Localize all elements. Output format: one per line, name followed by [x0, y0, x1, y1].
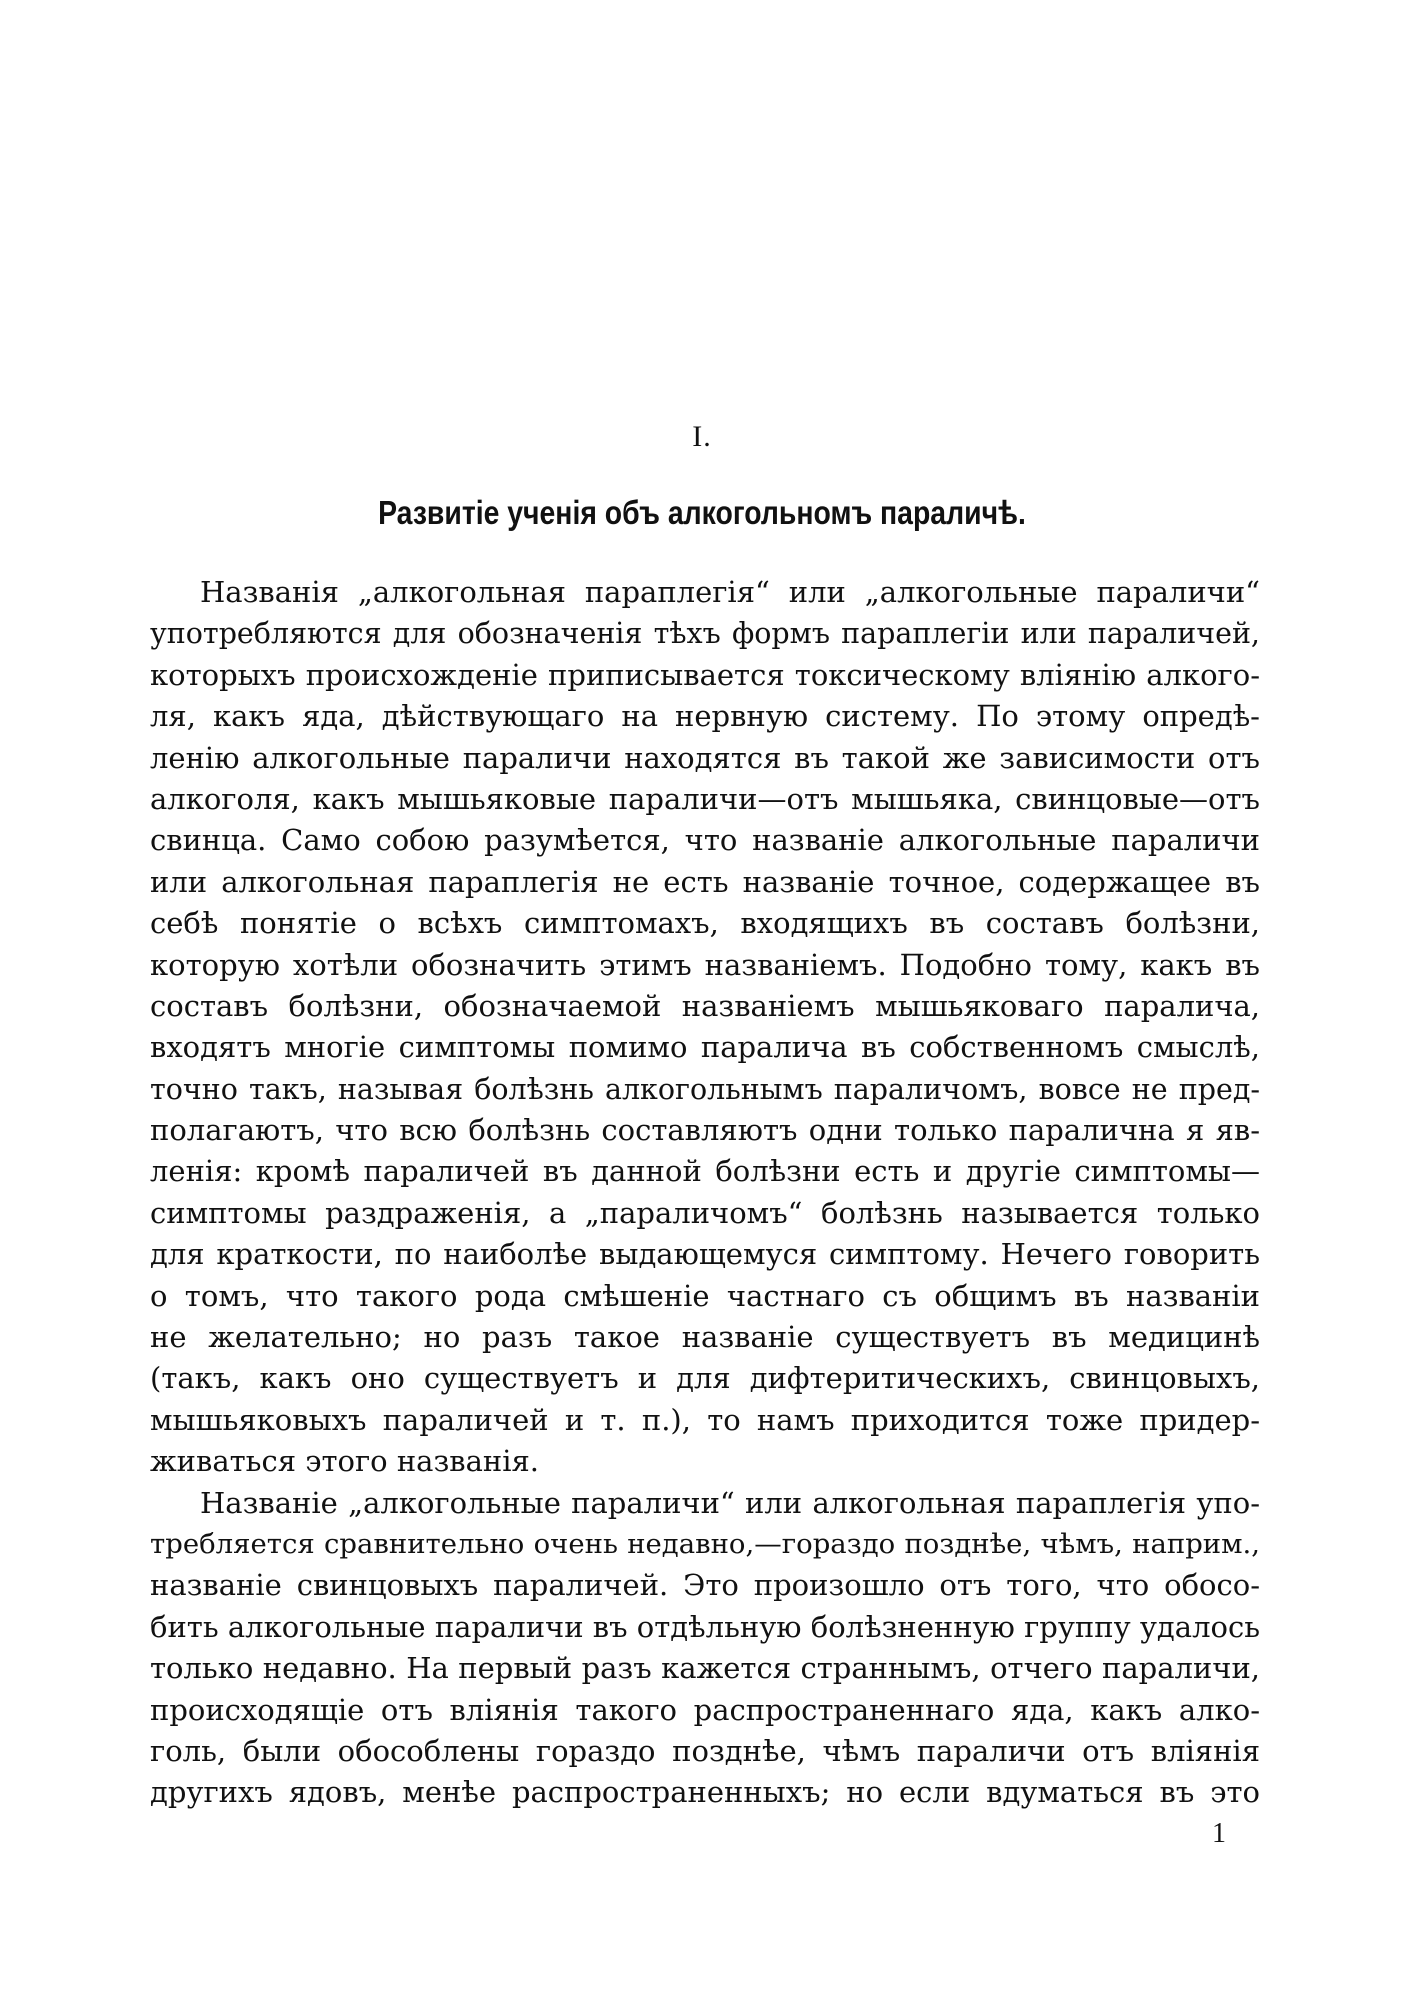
text-line: о томъ, что такого рода смѣшеніе частнаго съ общимъ въ названіи [150, 1278, 1260, 1313]
text-line: которую хотѣли обозначить этимъ названіемъ. Подобно тому, какъ въ [150, 947, 1260, 982]
text-line: алкоголя, какъ мышьяковые параличи—отъ мышьяка, свинцовые—отъ [150, 781, 1260, 816]
text-line: или алкогольная параплегія не есть названіе точное, содержащее въ [150, 864, 1260, 899]
text-line: употребляются для обозначенія тѣхъ формъ параплегіи или параличей, [150, 617, 1260, 651]
text-line: для краткости, по наиболѣе выдающемуся симптому. Нечего говорить [150, 1237, 1260, 1272]
text-line: (такъ, какъ оно существуетъ и для дифтеритическихъ, свинцовыхъ, [150, 1361, 1260, 1396]
text-line: составъ болѣзни, обозначаемой названіемъ мышьяковаго паралича, [150, 988, 1260, 1023]
text-line: только недавно. На первый разъ кажется страннымъ, отчего параличи, [150, 1651, 1260, 1686]
text-line: Названіе „алкогольные параличи“ или алкогольная параплегія упо- [200, 1485, 1260, 1520]
text-line: себѣ понятіе о всѣхъ симптомахъ, входящихъ въ составъ болѣзни, [150, 906, 1260, 941]
text-line: свинца. Само собою разумѣется, что названіе алкогольные параличи [150, 823, 1260, 858]
paragraph-1 [150, 572, 1260, 1483]
paragraph-2 [150, 1483, 1260, 1814]
text-line: полагаютъ, что всю болѣзнь составляютъ одни только паралична я яв- [150, 1113, 1260, 1148]
chapter-title: Развитіе ученія объ алкогольномъ параличѣ. [378, 494, 1026, 531]
text-line: требляется сравнительно очень недавно,—гораздо позднѣе, чѣмъ, наприм., [150, 1527, 1260, 1560]
text-line: другихъ ядовъ, менѣе распространенныхъ; но если вдуматься въ это [150, 1775, 1260, 1810]
body-text [150, 572, 1260, 1814]
text-line: Названія „алкогольная параплегія“ или „алкогольные параличи“ [200, 575, 1260, 609]
chapter-number: I. [692, 420, 712, 453]
text-line: которыхъ происхожденіе приписывается токсическому вліянію алкого- [150, 657, 1260, 692]
text-line: ленія: кромѣ параличей въ данной болѣзни есть и другіе симптомы— [150, 1154, 1260, 1189]
text-line: точно такъ, называя болѣзнь алкогольнымъ параличомъ, вовсе не пред- [150, 1072, 1260, 1106]
text-line: входятъ многіе симптомы помимо паралича въ собственномъ смыслѣ, [150, 1030, 1260, 1065]
text-line: ленію алкогольные параличи находятся въ такой же зависимости отъ [150, 740, 1260, 775]
text-line: голь, были обособлены гораздо позднѣе, чѣмъ параличи отъ вліянія [150, 1733, 1260, 1768]
page-number: 1 [1212, 1818, 1226, 1849]
text-line: живаться этого названія. [150, 1444, 539, 1479]
text-line: ля, какъ яда, дѣйствующаго на нервную систему. По этому опредѣ- [150, 699, 1260, 734]
text-line: происходящіе отъ вліянія такого распространеннаго яда, какъ алко- [150, 1692, 1260, 1727]
text-line: симптомы раздраженія, а „параличомъ“ болѣзнь называется только [150, 1195, 1260, 1230]
text-line: мышьяковыхъ параличей и т. п.), то намъ приходится тоже придер- [150, 1402, 1260, 1437]
text-line: не желательно; но разъ такое названіе существуетъ въ медицинѣ [150, 1320, 1260, 1355]
text-line: бить алкогольные параличи въ отдѣльную болѣзненную группу удалось [150, 1609, 1260, 1644]
text-line: названіе свинцовыхъ параличей. Это произошло отъ того, что обосо- [150, 1568, 1260, 1603]
